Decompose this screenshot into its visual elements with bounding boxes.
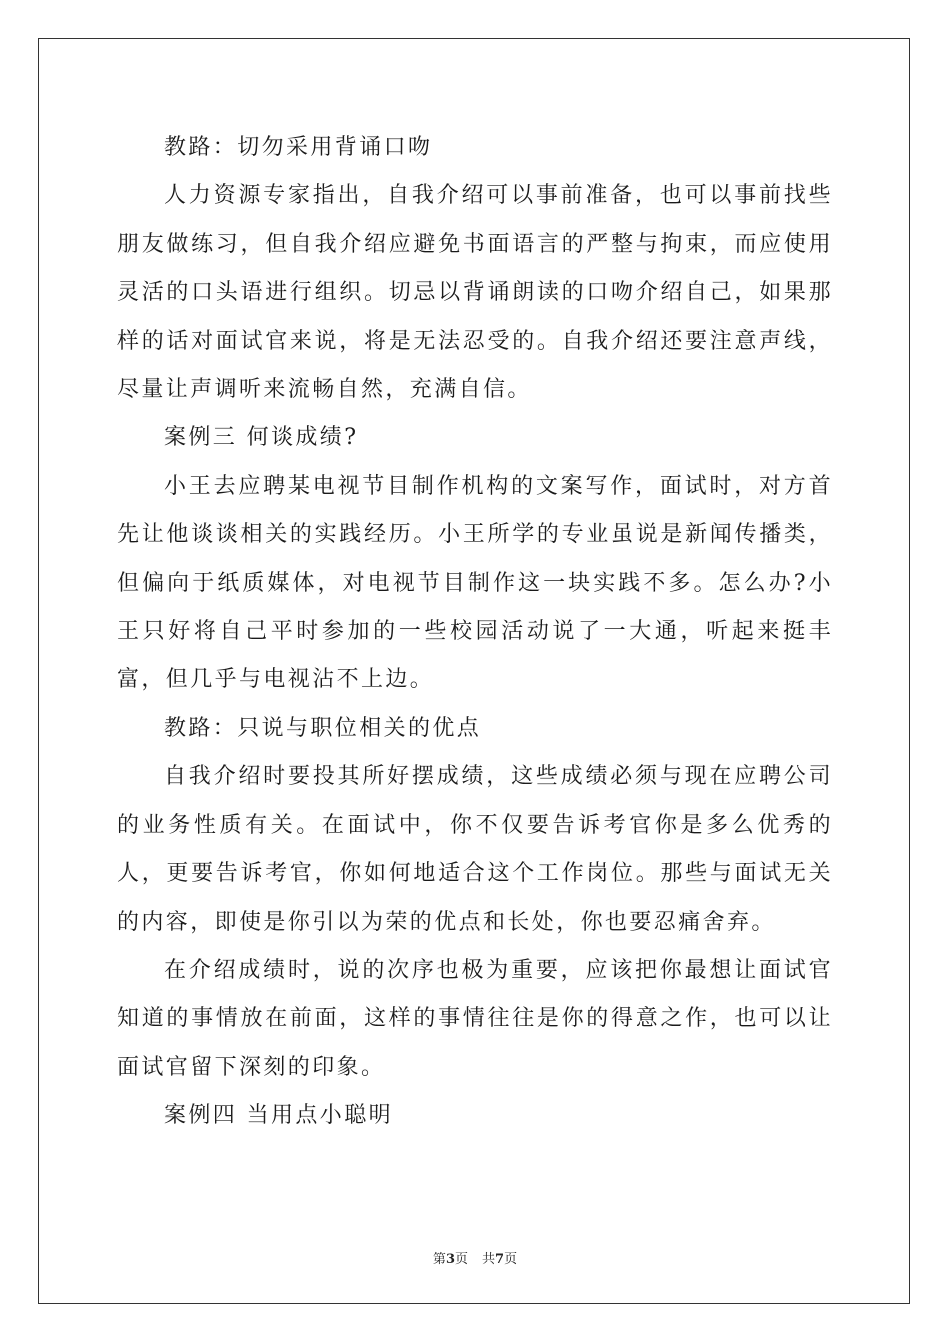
document-body	[117, 124, 833, 1141]
heading-case-three: 案例三 何谈成绩?	[164, 425, 359, 451]
total-suffix: 页	[504, 1252, 518, 1267]
page-current-number: 3	[445, 1252, 455, 1267]
paragraph-order-of-achievements: 在介绍成绩时，说的次序也极为重要，应该把你最想让面试官知道的事情放在前面，这样的事情往往是你的得意之作，也可以让面试官留下深刻的印象。	[117, 957, 833, 1080]
total-prefix: 共	[482, 1252, 496, 1267]
page-suffix: 页	[454, 1252, 468, 1267]
heading-tip-relevant-strengths: 教路：只说与职位相关的优点	[164, 715, 482, 741]
paragraph-case-three-story: 小王去应聘某电视节目制作机构的文案写作，面试时，对方首先让他谈谈相关的实践经历。小王所学的专业虽说是新闻传播类，但偏向于纸质媒体，对电视节目制作这一块实践不多。怎么办?小王只好将自己平时参加的一些校园活动说了一大通，听起来挺丰富，但几乎与电视沾不上边。	[117, 473, 833, 693]
page-total-number: 7	[495, 1252, 505, 1267]
paragraph-hr-advice: 人力资源专家指出，自我介绍可以事前准备，也可以事前找些朋友做练习，但自我介绍应避免书面语言的严整与拘束，而应使用灵活的口头语进行组织。切忌以背诵朗读的口吻介绍自己，如果那样的话对面试官来说，将是无法忍受的。自我介绍还要注意声线，尽量让声调听来流畅自然，充满自信。	[117, 183, 833, 403]
heading-case-four: 案例四 当用点小聪明	[164, 1103, 393, 1129]
paragraph-relevant-achievements: 自我介绍时要投其所好摆成绩，这些成绩必须与现在应聘公司的业务性质有关。在面试中，你不仅要告诉考官你是多么优秀的人，更要告诉考官，你如何地适合这个工作岗位。那些与面试无关的内容，即使是你引以为荣的优点和长处，你也要忍痛舍弃。	[117, 764, 833, 935]
page-footer	[0, 1248, 950, 1267]
heading-tip-no-recitation: 教路：切勿采用背诵口吻	[164, 135, 433, 160]
page-prefix: 第	[432, 1252, 446, 1267]
